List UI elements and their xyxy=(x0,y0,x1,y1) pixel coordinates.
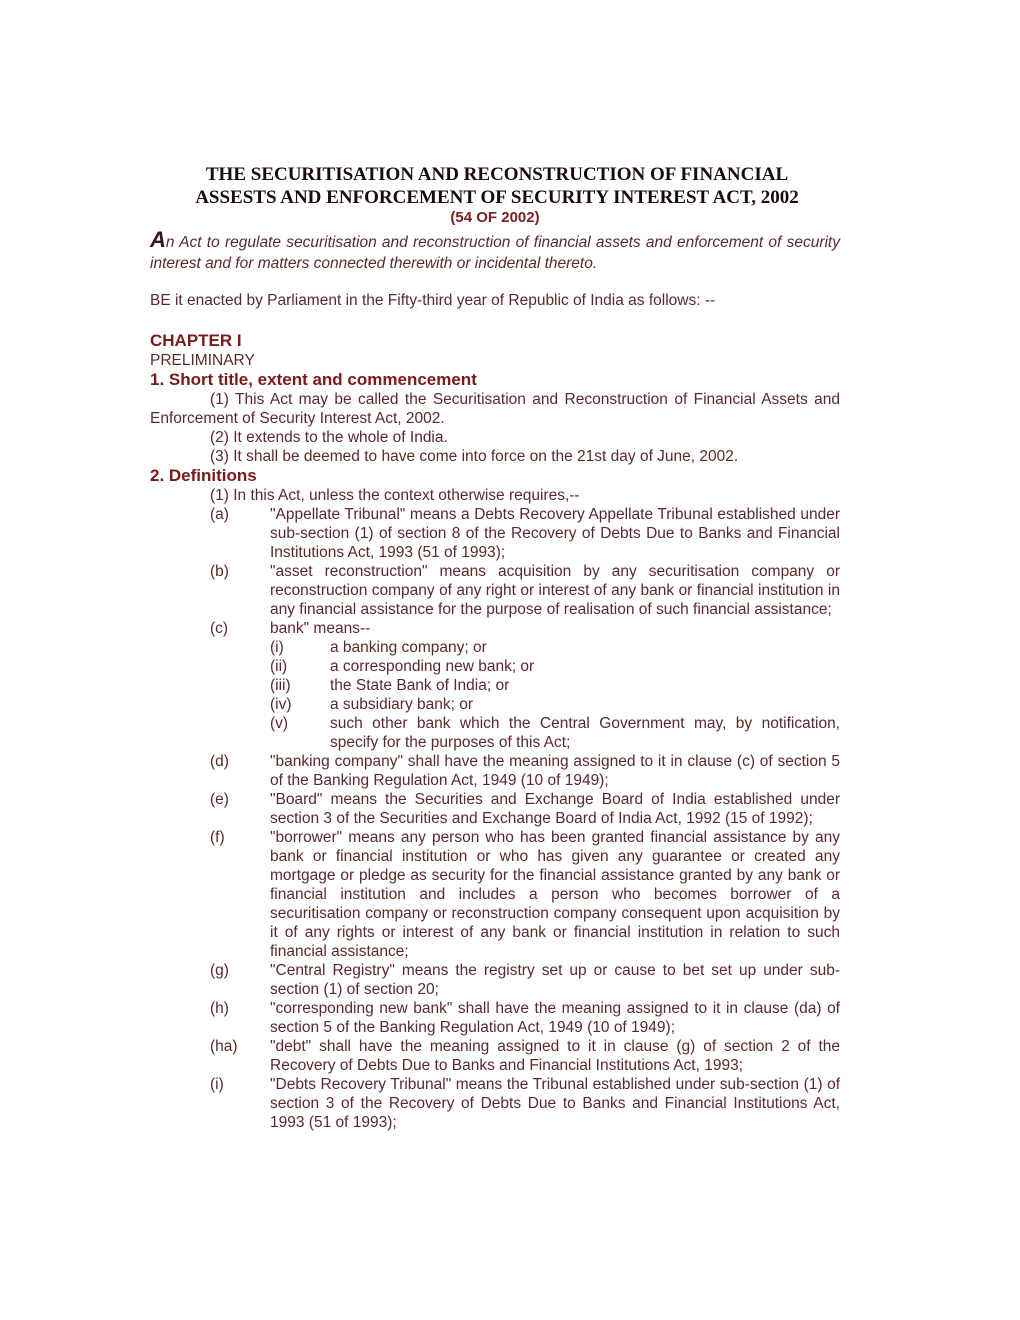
subitem-text: a corresponding new bank; or xyxy=(330,658,535,675)
subitem-text: such other bank which the Central Government may, by notification, specify for the purposes of this Act; xyxy=(330,715,840,751)
document-body xyxy=(150,163,840,1132)
definition-e xyxy=(150,790,840,828)
preamble-initial: A xyxy=(150,227,166,252)
definition-label: (a) xyxy=(210,506,229,523)
definition-text: "banking company" shall have the meaning assigned to it in clause (c) of section 5 of the Banking Regulation Act, 1949 (10 of 1949); xyxy=(270,753,840,789)
act-title-line-1: THE SECURITISATION AND RECONSTRUCTION OF FINANCIAL xyxy=(205,164,789,185)
preamble-text: n Act to regulate securitisation and reconstruction of financial assets and enforcement of security interest and for matters connected therewith or incidental thereto. xyxy=(150,234,840,272)
definition-text: "corresponding new bank" shall have the meaning assigned to it in clause (da) of section 5 of the Banking Regulation Act, 1949 (10 of 1949); xyxy=(270,1000,840,1036)
definition-a xyxy=(150,505,840,562)
definition-c xyxy=(150,619,840,638)
definition-text: "debt" shall have the meaning assigned to it in clause (g) of section 2 of the Recovery of Debts Due to Banks and Financial Institutions Act, 1993; xyxy=(270,1038,840,1074)
section-1-subsection-2: (2) It extends to the whole of India. xyxy=(210,429,448,446)
subitem-label: (iv) xyxy=(270,696,292,713)
chapter-title: CHAPTER I xyxy=(150,331,242,350)
definition-label: (c) xyxy=(210,620,229,637)
bank-subitem-iii xyxy=(150,676,840,695)
definition-b xyxy=(150,562,840,619)
bank-subitem-i xyxy=(150,638,840,657)
act-title-line-2: ASSESTS AND ENFORCEMENT OF SECURITY INTEREST ACT, 2002 xyxy=(195,187,799,208)
subitem-text: the State Bank of India; or xyxy=(330,677,510,694)
bank-subitem-iv xyxy=(150,695,840,714)
bank-subitem-ii xyxy=(150,657,840,676)
bank-subitem-v xyxy=(150,714,840,752)
definition-label: (g) xyxy=(210,962,229,979)
definition-label: (ha) xyxy=(210,1038,238,1055)
definition-h xyxy=(150,999,840,1037)
subitem-text: a subsidiary bank; or xyxy=(330,696,474,713)
definition-ha xyxy=(150,1037,840,1075)
subitem-label: (v) xyxy=(270,715,289,732)
definition-f xyxy=(150,828,840,961)
definition-text: "Board" means the Securities and Exchange Board of India established under section 3 of the Securities and Exchange Board of India Act, 1992 (15 of 1992); xyxy=(270,791,840,827)
enacting-clause: BE it enacted by Parliament in the Fifty-third year of Republic of India as follows: -- xyxy=(150,292,716,309)
definition-label: (f) xyxy=(210,829,225,846)
definition-g xyxy=(150,961,840,999)
subitem-label: (iii) xyxy=(270,677,291,694)
preamble xyxy=(150,229,840,274)
definition-text: "Debts Recovery Tribunal" means the Tribunal established under sub-section (1) of section 3 of the Recovery of Debts Due to Banks and Financial Institutions Act, 1993 (51 of 1993); xyxy=(270,1076,840,1131)
definition-d xyxy=(150,752,840,790)
definition-label: (b) xyxy=(210,563,229,580)
act-number: (54 OF 2002) xyxy=(450,209,540,226)
subitem-label: (ii) xyxy=(270,658,288,675)
definition-i xyxy=(150,1075,840,1132)
definition-text: "Appellate Tribunal" means a Debts Recovery Appellate Tribunal established under sub-section (1) of section 8 of the Recovery of Debts Due to Banks and Financial Institutions Act, 1993 (51 of 1993); xyxy=(270,506,840,561)
definition-label: (d) xyxy=(210,753,229,770)
definition-text: bank" means-- xyxy=(270,620,371,637)
definition-text: "Central Registry" means the registry set up or cause to bet set up under sub-section (1) of section 20; xyxy=(270,962,840,998)
definition-label: (e) xyxy=(210,791,229,808)
definition-label: (h) xyxy=(210,1000,229,1017)
section-1-subsection-1: (1) This Act may be called the Securitisation and Reconstruction of Financial Assets and Enforcement of Security Interest Act, 2002. xyxy=(150,391,840,427)
section-1-subsection-3: (3) It shall be deemed to have come into force on the 21st day of June, 2002. xyxy=(210,448,739,465)
subitem-label: (i) xyxy=(270,639,284,656)
definition-label: (i) xyxy=(210,1076,224,1093)
section-2-intro: (1) In this Act, unless the context otherwise requires,-- xyxy=(210,487,580,504)
section-2-heading: 2. Definitions xyxy=(150,466,257,485)
definition-text: "borrower" means any person who has been granted financial assistance by any bank or financial institution or who has given any guarantee or created any mortgage or pledge as security for the financial assistance granted by any bank or financial institution and includes a person who becomes borrower of a securitisation company or reconstruction company consequent upon acquisition by it of any rights or interest of any bank or financial institution in relation to such financial assistance; xyxy=(270,829,840,960)
chapter-subtitle: PRELIMINARY xyxy=(150,352,255,369)
section-1-heading: 1. Short title, extent and commencement xyxy=(150,370,477,389)
definition-text: "asset reconstruction" means acquisition by any securitisation company or reconstruction company of any right or interest of any bank or financial institution in any financial assistance for the purpose of realisation of such financial assistance; xyxy=(270,563,840,618)
subitem-text: a banking company; or xyxy=(330,639,487,656)
